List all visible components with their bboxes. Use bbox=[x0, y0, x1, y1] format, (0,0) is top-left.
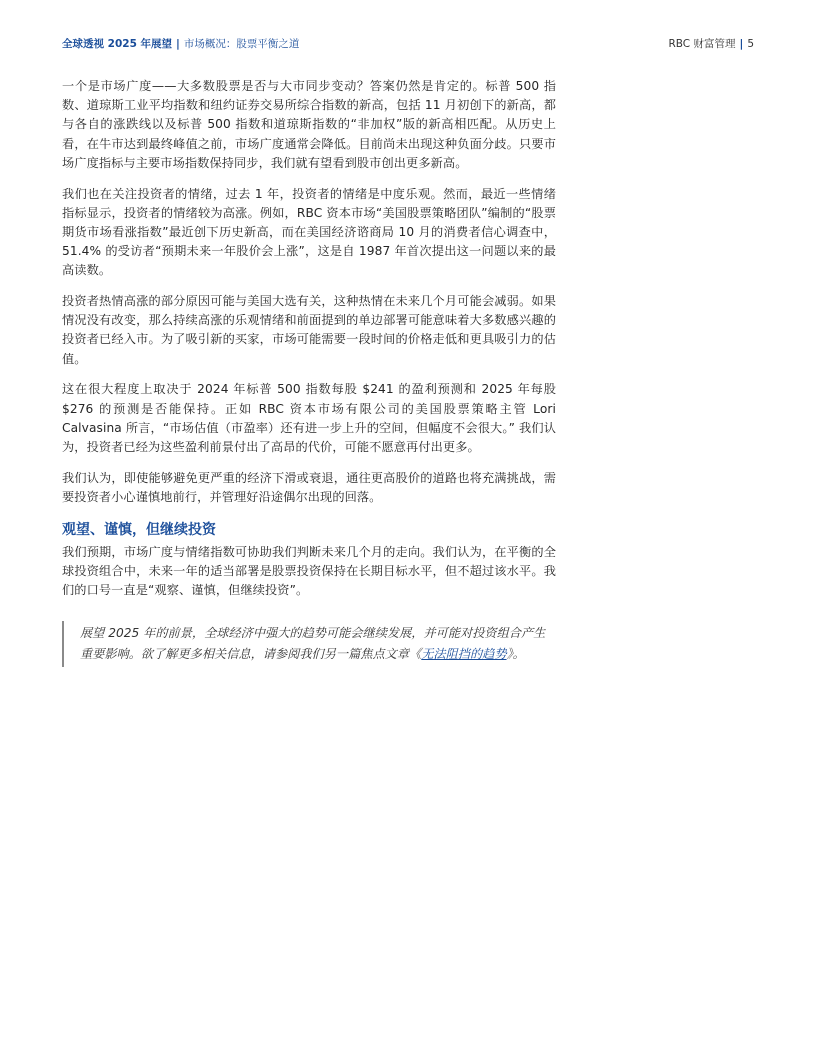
paragraph-election-enthusiasm: 投资者热情高涨的部分原因可能与美国大选有关，这种热情在未来几个月可能会减弱。如果情况没有改变，那么持续高涨的乐观情绪和前面提到的单边部署可能意味着大多数感兴趣的投资者已经入市。为了吸引新的买家，市场可能需要一段时间的价格走低和更具吸引力的估值。 bbox=[62, 294, 556, 366]
callout-box bbox=[62, 621, 556, 667]
paragraph-market-breadth: 一个是市场广度——大多数股票是否与大市同步变动？答案仍然是肯定的。标普 500 指数、道琼斯工业平均指数和纽约证券交易所综合指数的新高，包括 11 月初创下的新高，都与各自的涨跌线以及标普 500 指数和道琼斯指数的“非加权”版的新高相匹配。从历史上看，在牛市达到最终峰值之前，市场广度通常会降低。目前尚未出现这种负面分歧。只要市场广度指标与主要市场指数保持同步，我们就有望看到股市创出更多新高。 bbox=[62, 79, 556, 170]
page-header bbox=[62, 36, 754, 52]
callout-text-before: 展望 2025 年的前景，全球经济中强大的趋势可能会继续发展，并可能对投资组合产生重要影响。欲了解更多相关信息，请参阅我们另一篇焦点文章《 bbox=[80, 625, 546, 661]
callout-text-after: 》。 bbox=[506, 646, 525, 661]
paragraph-investor-sentiment: 我们也在关注投资者的情绪，过去 1 年，投资者的情绪是中度乐观。然而，最近一些情绪指标显示，投资者的情绪较为高涨。例如，RBC 资本市场“美国股票策略团队”编制的“股票期货市场看涨指数”最近创下历史新高，而在美国经济谘商局 10 月的消费者信心调查中，51.4% 的受访者“预期未来一年股价会上涨”，这是自 1987 年首次提出这一问题以来的最高读数。 bbox=[62, 186, 556, 278]
paragraph-earnings-forecast: 这在很大程度上取决于 2024 年标普 500 指数每股 $241 的盈利预测和 2025 年每股 $276 的预测是否能保持。正如 RBC 资本市场有限公司的美国股票策略主管 Lori Calvasina 所言，“市场估值（市盈率）还有进一步上升的空间，但幅度不会很大。” 我们认为，投资者已经为这些盈利前景付出了高昂的代价，可能不愿意再付出更多。 bbox=[62, 382, 556, 454]
header-brand-group bbox=[668, 36, 754, 51]
callout-text bbox=[80, 623, 556, 665]
header-separator: | bbox=[176, 38, 180, 50]
section-heading: 观望、谨慎，但继续投资 bbox=[62, 522, 216, 539]
article-body bbox=[62, 77, 556, 667]
paragraph-cautious-path: 我们认为，即使能够避免更严重的经济下滑或衰退，通往更高股价的道路也将充满挑战，需要投资者小心谨慎地前行，并管理好沿途偶尔出现的回落。 bbox=[62, 470, 556, 504]
page-number: 5 bbox=[747, 38, 754, 50]
paragraph-outlook: 我们预期，市场广度与情绪指数可协助我们判断未来几个月的走向。我们认为，在平衡的全球投资组合中，未来一年的适当部署是股票投资保持在长期目标水平，但不超过该水平。我们的口号一直是“观察、谨慎，但继续投资”。 bbox=[62, 545, 556, 598]
brand-name: RBC 财富管理 bbox=[668, 38, 736, 50]
header-separator: | bbox=[739, 38, 744, 50]
unstoppable-trends-link[interactable]: 无法阻挡的趋势 bbox=[421, 646, 507, 661]
publication-title: 全球透视 2025 年展望 bbox=[62, 38, 173, 50]
header-title-group bbox=[62, 36, 299, 51]
section-title: 市场概况：股票平衡之道 bbox=[183, 38, 300, 50]
